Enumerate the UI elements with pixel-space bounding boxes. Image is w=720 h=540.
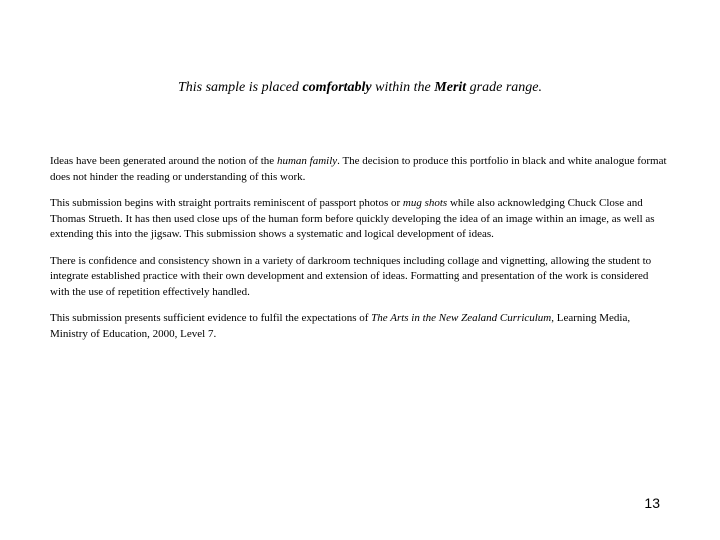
heading-text-3: grade range. <box>466 80 542 95</box>
paragraph-portraits-italic: mug shots <box>402 197 448 209</box>
paragraph-evidence-text-2: , Learning Media, Ministry of Education, 2000, Level 7. <box>50 312 631 340</box>
heading-text-1: This sample is placed <box>177 80 303 95</box>
paragraph-evidence-text-1: This submission presents sufficient evidence to fulfil the expectations of <box>50 312 372 324</box>
paragraph-techniques <box>50 254 670 301</box>
paragraph-portraits <box>50 196 670 243</box>
paragraph-ideas-italic: human family <box>276 155 338 167</box>
page-number: 13 <box>644 495 660 511</box>
paragraph-portraits-text-1: This submission begins with straight portraits reminiscent of passport photos or <box>50 197 403 209</box>
heading-emphasis-comfortably: comfortably <box>302 80 372 95</box>
paragraph-portraits-text-2: while also acknowledging Chuck Close and Thomas Strueth. It has then used close ups of the human form before quickly developing the idea of an image within an image, as well as extending this into the jigsaw. This submission shows a systematic and logical development of ideas. <box>50 197 655 240</box>
heading-emphasis-merit: Merit <box>434 80 467 95</box>
commentary-body <box>50 154 670 353</box>
paragraph-evidence-italic: The Arts in the New Zealand Curriculum <box>371 312 552 324</box>
paragraph-ideas-text-1: Ideas have been generated around the notion of the <box>50 155 277 167</box>
paragraph-techniques-text: There is confidence and consistency shown in a variety of darkroom techniques including collage and vignetting, allowing the student to integrate established practice with their own development and extension of ideas. Formatting and presentation of the work is considered with the use of repetition effectively handled. <box>50 254 652 298</box>
grade-statement-heading <box>0 80 720 96</box>
paragraph-ideas-text-2: . The decision to produce this portfolio in black and white analogue format does not hinder the reading or understanding of this work. <box>50 155 667 183</box>
paragraph-evidence <box>50 311 670 342</box>
heading-text-2: within the <box>371 80 435 95</box>
paragraph-ideas <box>50 154 670 185</box>
